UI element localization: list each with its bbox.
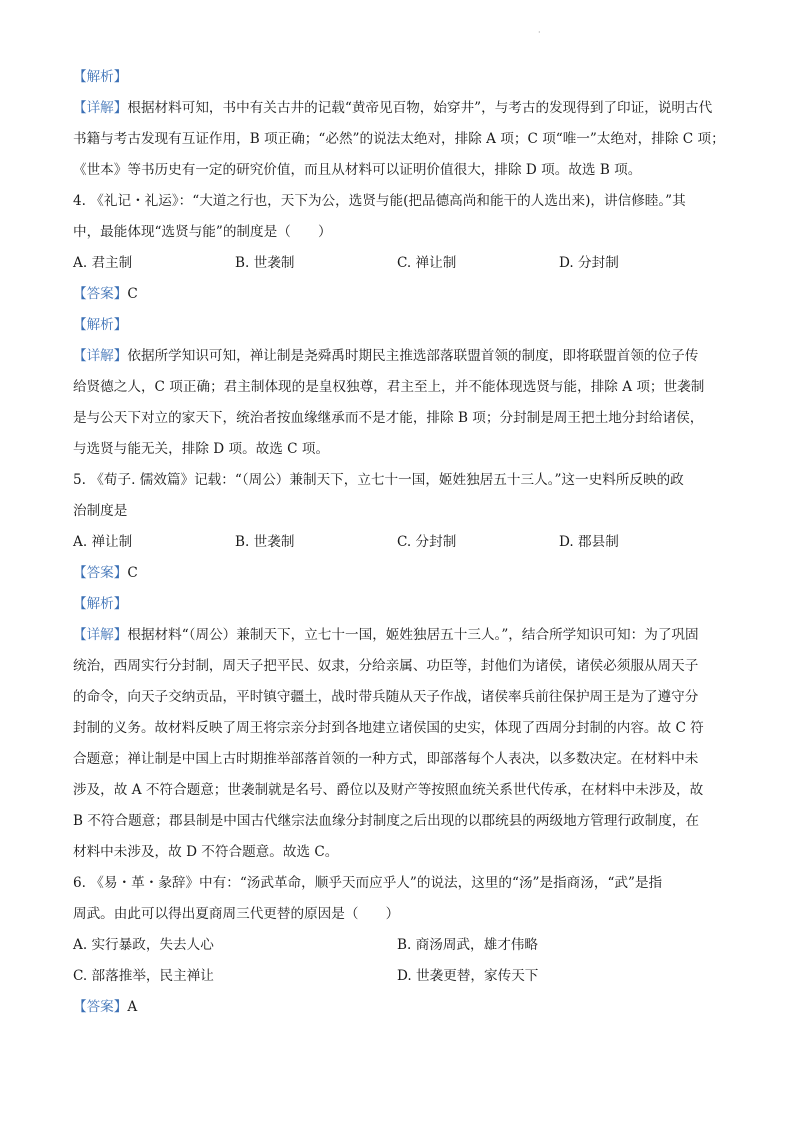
page-mark: · xyxy=(538,28,541,37)
analysis-heading: 【解析】 xyxy=(73,596,128,612)
q5-detail-line: 涉及，故 A 不符合题意；世袭制就是名号、爵位以及财产等按照血统关系世代传承，在材料中未涉及，故 xyxy=(73,782,704,798)
q3-detail-line: 【详解】根据材料可知，书中有关古井的记载“黄帝见百物，始穿井”，与考古的发现得到了印证，说明古代 xyxy=(73,100,713,116)
option-a: A. 君主制 xyxy=(73,255,133,271)
q5-detail-line: 的命令，向天子交纳贡品，平时镇守疆土，战时带兵随从天子作战，诸侯率兵前往保护周王是为了遵守分 xyxy=(73,689,699,705)
q5-detail-line: 统治，西周实行分封制，周天子把平民、奴隶，分给亲属、功臣等，封他们为诸侯，诸侯必须服从周天子 xyxy=(73,658,699,674)
q4-detail-line: 是与公天下对立的家天下，统治者按血缘继承而不是才能，排除 B 项；分封制是周王把土地分封给诸侯， xyxy=(73,410,704,426)
option-b: B. 商汤周武，雄才伟略 xyxy=(397,937,538,953)
analysis-heading: 【解析】 xyxy=(73,69,128,85)
q6-stem: 周武。由此可以得出夏商周三代更替的原因是（ ） xyxy=(73,906,400,922)
option-b: B. 世袭制 xyxy=(235,534,295,550)
option-d: D. 郡县制 xyxy=(559,534,619,550)
q4-stem: 中，最能体现“选贤与能”的制度是（ ） xyxy=(73,224,332,240)
q4-stem: 4. 《礼记・礼运》：“大道之行也，天下为公，选贤与能(把品德高尚和能干的人选出来)，讲信修睦。”其 xyxy=(73,193,686,209)
q4-detail-line: 【详解】依据所学知识可知，禅让制是尧舜禹时期民主推选部落联盟首领的制度，即将联盟首领的位子传 xyxy=(73,348,699,364)
q5-detail-line: B 不符合题意；郡县制是中国古代继宗法血缘分封制度之后出现的以郡统县的两级地方管理行政制度，在 xyxy=(73,813,700,829)
q6-stem: 6. 《易・革・彖辞》中有：“汤武革命，顺乎天而应乎人”的说法，这里的“汤”是指商汤，“武”是指 xyxy=(73,875,663,891)
q5-options xyxy=(73,527,723,558)
q3-detail-line: 《世本》等书历史有一定的研究价值，而且从材料可以证明价值很大，排除 D 项。故选 B 项。 xyxy=(73,162,642,178)
q5-stem: 治制度是 xyxy=(73,503,128,519)
option-a: A. 实行暴政，失去人心 xyxy=(73,937,214,953)
q6-options-row1 xyxy=(73,930,723,961)
q6-answer: 【答案】A xyxy=(73,999,138,1015)
document-page xyxy=(73,62,723,1023)
analysis-heading: 【解析】 xyxy=(73,317,128,333)
q5-answer: 【答案】C xyxy=(73,565,138,581)
q5-detail-line: 材料中未涉及，故 D 不符合题意。故选 C。 xyxy=(73,844,339,860)
q3-detail-line: 书籍与考古发现有互证作用，B 项正确；“必然”的说法太绝对，排除 A 项；C 项“唯一”太绝对，排除 C 项； xyxy=(73,131,725,147)
q5-stem: 5. 《荀子. 儒效篇》记载：“（周公）兼制天下，立七十一国，姬姓独居五十三人。”这一史料所反映的政 xyxy=(73,472,684,488)
q4-options xyxy=(73,248,723,279)
option-c: C. 分封制 xyxy=(397,534,457,550)
q5-detail-line: 封制的义务。故材料反映了周王将宗亲分封到各地建立诸侯国的史实，体现了西周分封制的内容。故 C 符 xyxy=(73,720,704,736)
option-b: B. 世袭制 xyxy=(235,255,295,271)
option-c: C. 禅让制 xyxy=(397,255,457,271)
q4-answer: 【答案】C xyxy=(73,286,138,302)
option-a: A. 禅让制 xyxy=(73,534,133,550)
q4-detail-line: 与选贤与能无关，排除 D 项。故选 C 项。 xyxy=(73,441,330,457)
option-c: C. 部落推举，民主禅让 xyxy=(73,968,214,984)
q6-options-row2 xyxy=(73,961,723,992)
q5-detail-line: 合题意；禅让制是中国上古时期推举部落首领的一种方式，即部落每个人表决，以多数决定。在材料中未 xyxy=(73,751,699,767)
q5-detail-line: 【详解】根据材料“（周公）兼制天下，立七十一国，姬姓独居五十三人。”，结合所学知识可知：为了巩固 xyxy=(73,627,699,643)
q4-detail-line: 给贤德之人，C 项正确；君主制体现的是皇权独尊，君主至上，并不能体现选贤与能，排除 A 项；世袭制 xyxy=(73,379,705,395)
option-d: D. 世袭更替，家传天下 xyxy=(397,968,539,984)
option-d: D. 分封制 xyxy=(559,255,619,271)
